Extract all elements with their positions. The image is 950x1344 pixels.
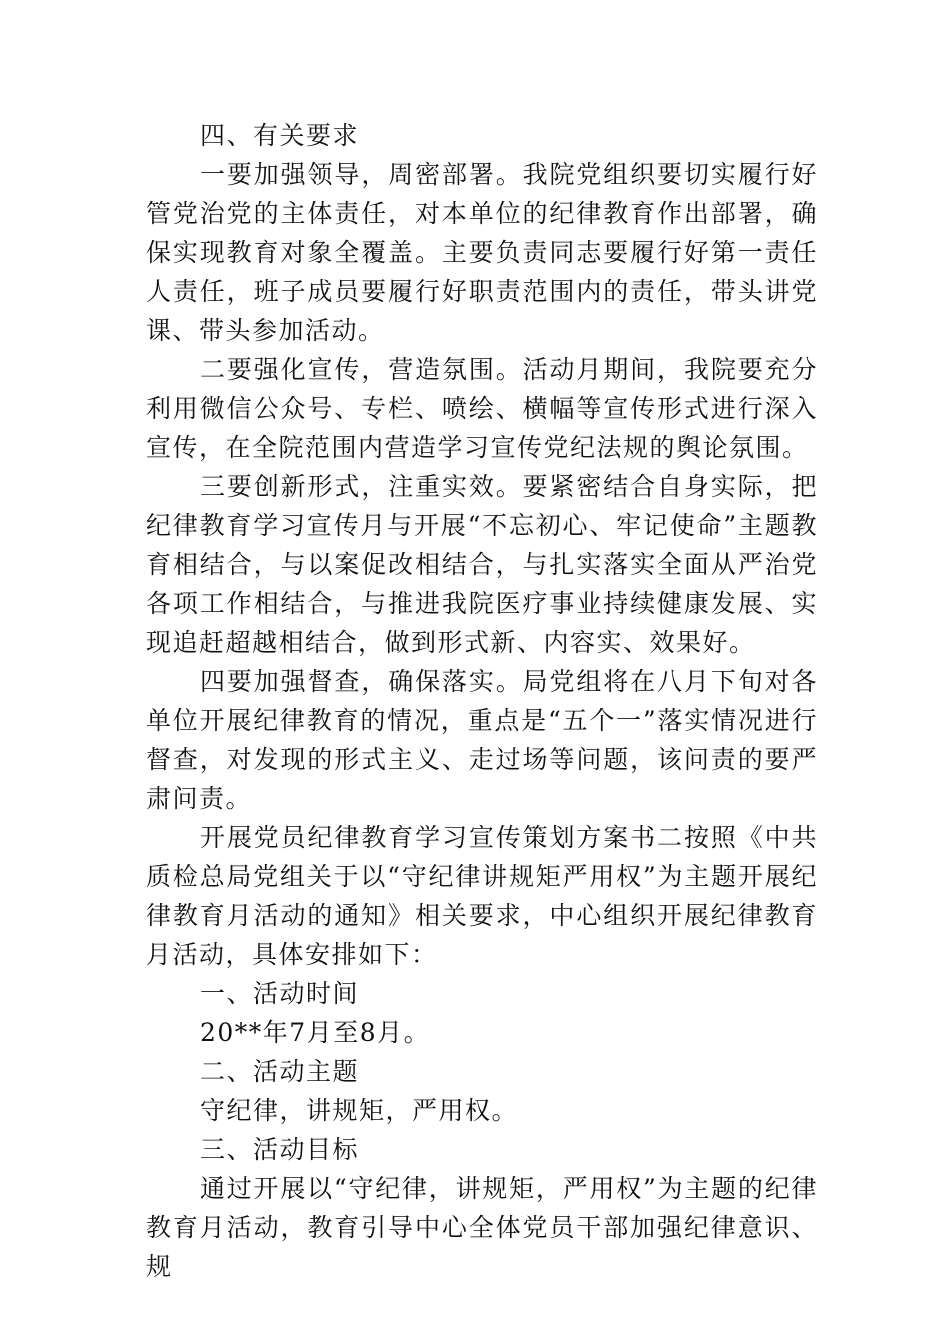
paragraph-publicity: 二要强化宣传，营造氛围。活动月期间，我院要充分利用微信公众号、专栏、喷绘、横幅等宣传形式进行深入宣传，在全院范围内营造学习宣传党纪法规的舆论氛围。 bbox=[146, 355, 818, 462]
paragraph-goal: 通过开展以“守纪律，讲规矩，严用权”为主题的纪律教育月活动，教育引导中心全体党员干部加强纪律意识、规 bbox=[146, 1174, 818, 1281]
paragraph-leadership: 一要加强领导，周密部署。我院党组织要切实履行好管党治党的主体责任，对本单位的纪律教育作出部署，确保实现教育对象全覆盖。主要负责同志要履行好第一责任人责任，班子成员要履行好职责范围内的责任，带头讲党课、带头参加活动。 bbox=[146, 160, 818, 345]
document-body bbox=[146, 116, 818, 1286]
section-heading-goal: 三、活动目标 bbox=[200, 1135, 360, 1164]
paragraph-supervision: 四要加强督查，确保落实。局党组将在八月下旬对各单位开展纪律教育的情况，重点是“五个一”落实情况进行督查，对发现的形式主义、走过场等问题，该问责的要严肃问责。 bbox=[146, 667, 818, 813]
paragraph-innovation: 三要创新形式，注重实效。要紧密结合自身实际，把纪律教育学习宣传月与开展“不忘初心、牢记使命”主题教育相结合，与以案促改相结合，与扎实落实全面从严治党各项工作相结合，与推进我院医疗事业持续健康发展、实现追赶超越相结合，做到形式新、内容实、效果好。 bbox=[146, 472, 818, 657]
section-heading-requirements: 四、有关要求 bbox=[200, 121, 360, 150]
paragraph-plan-intro: 开展党员纪律教育学习宣传策划方案书二按照《中共质检总局党组关于以“守纪律讲规矩严用权”为主题开展纪律教育月活动的通知》相关要求，中心组织开展纪律教育月活动，具体安排如下： bbox=[146, 823, 818, 969]
paragraph-theme: 守纪律，讲规矩，严用权。 bbox=[200, 1096, 519, 1125]
section-heading-theme: 二、活动主题 bbox=[200, 1057, 360, 1086]
paragraph-time: 20**年7月至8月。 bbox=[200, 1018, 431, 1047]
section-heading-time: 一、活动时间 bbox=[200, 979, 360, 1008]
